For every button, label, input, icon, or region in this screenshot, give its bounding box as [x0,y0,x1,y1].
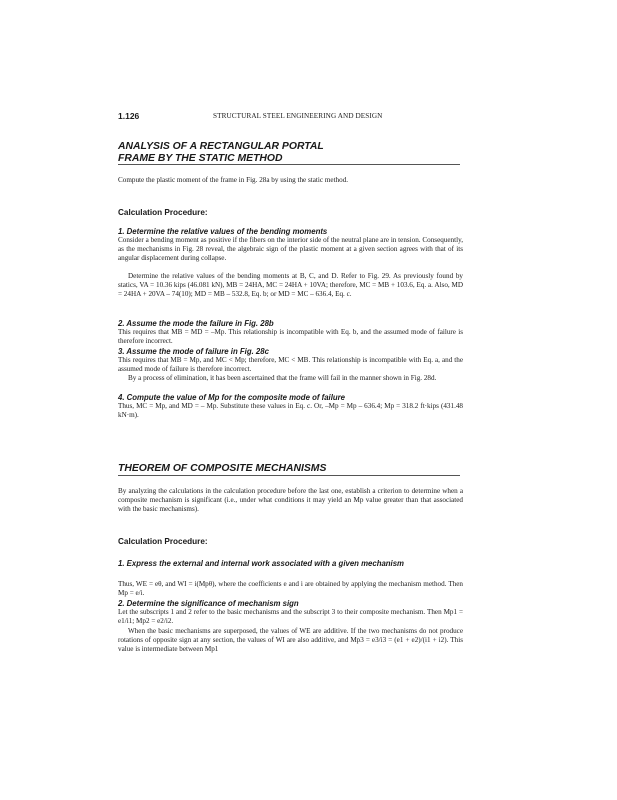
step1-paragraph1: Consider a bending moment as positive if the fibers on the interior side of the neutral plane are in tension. Consequently, as the mechanisms in Fig. 28 reveal, the algebraic sign of the plastic moment at a given section agrees with that of its angular displacement during collapse. [118,236,463,262]
s2-step1-heading [118,559,463,568]
step1-heading [118,227,463,236]
step4-heading [118,393,463,402]
step2-paragraph: This requires that MB = MD = –Mp. This relationship is incompatible with Eq. b, and the assumed mode of failure is therefore incorrect. [118,328,463,345]
section-title-static-method [118,141,460,164]
section-rule [118,164,460,165]
step2-heading [118,319,463,328]
running-header [118,111,498,121]
s2-step2-heading-text: 2. Determine the significance of mechanism sign [118,599,299,608]
step4-heading-text: 4. Compute the value of Mp for the composite mode of failure [118,393,345,402]
calc-procedure-heading: Calculation Procedure: [118,208,208,217]
step1-heading-text: 1. Determine the relative values of the bending moments [118,227,328,236]
step1-paragraph2: Determine the relative values of the bending moments at B, C, and D. Refer to Fig. 29. As previously found by statics, VA = 10.36 kips (46.081 kN), MB = 24HA, MC = 24HA + 10VA; therefore, MC = MB + 103.6, Eq. a. Also, MD = 24HA + 20VA – 74(10); MD = MB – 532.8, Eq. b; or MD = MC – 636.4, Eq. c. [118,272,463,298]
step3-paragraph1: This requires that MB = Mp, and MC < Mp; therefore, MC < MB. This relationship is incompatible with Eq. a, and the assumed mode of failure is therefore incorrect. [118,356,463,373]
page-number: 1.126 [118,111,140,121]
s2-step2-paragraph2: When the basic mechanisms are superposed, the values of WE are additive. If the two mechanisms do not produce rotations of opposite sign at any section, the values of WI are also additive, and Mp3 = e3/i3 = (e1 + e2)/(i1 + i2). This value is intermediate between Mp1 [118,627,463,653]
s2-step1-heading-text: 1. Express the external and internal work associated with a given mechanism [118,559,404,568]
s2-step1-paragraph: Thus, WE = eθ, and WI = i(Mpθ), where the coefficients e and i are obtained by applying the mechanism method. Then Mp = e/i. [118,580,463,597]
section-title-line2: FRAME BY THE STATIC METHOD [118,152,283,164]
section1-intro: Compute the plastic moment of the frame in Fig. 28a by using the static method. [118,176,349,184]
section2-rule [118,475,460,476]
step3-heading [118,347,463,356]
section-title-composite: THEOREM OF COMPOSITE MECHANISMS [118,463,327,474]
step3-paragraph2: By a process of elimination, it has been ascertained that the frame will fail in the manner shown in Fig. 28d. [128,374,437,382]
running-title: STRUCTURAL STEEL ENGINEERING AND DESIGN [213,112,383,120]
section2-intro: By analyzing the calculations in the calculation procedure before the last one, establish a criterion to determine when a composite mechanism is significant (i.e., under what conditions it may yield an Mp value greater than that associated with the basic mechanisms). [118,487,463,513]
step4-paragraph: Thus, MC = Mp, and MD = – Mp. Substitute these values in Eq. c. Or, –Mp = Mp – 636.4; Mp = 318.2 ft·kips (431.48 kN·m). [118,402,463,419]
step2-heading-text: 2. Assume the mode the failure in Fig. 28b [118,319,274,328]
s2-step2-paragraph1: Let the subscripts 1 and 2 refer to the basic mechanisms and the subscript 3 to their composite mechanism. Then Mp1 = e1/i1; Mp2 = e2/i2. [118,608,463,625]
step3-heading-text: 3. Assume the mode of failure in Fig. 28c [118,347,269,356]
section-title-line1: ANALYSIS OF A RECTANGULAR PORTAL [118,141,324,152]
s2-step2-heading [118,599,463,608]
calc-procedure-heading-2: Calculation Procedure: [118,537,208,546]
